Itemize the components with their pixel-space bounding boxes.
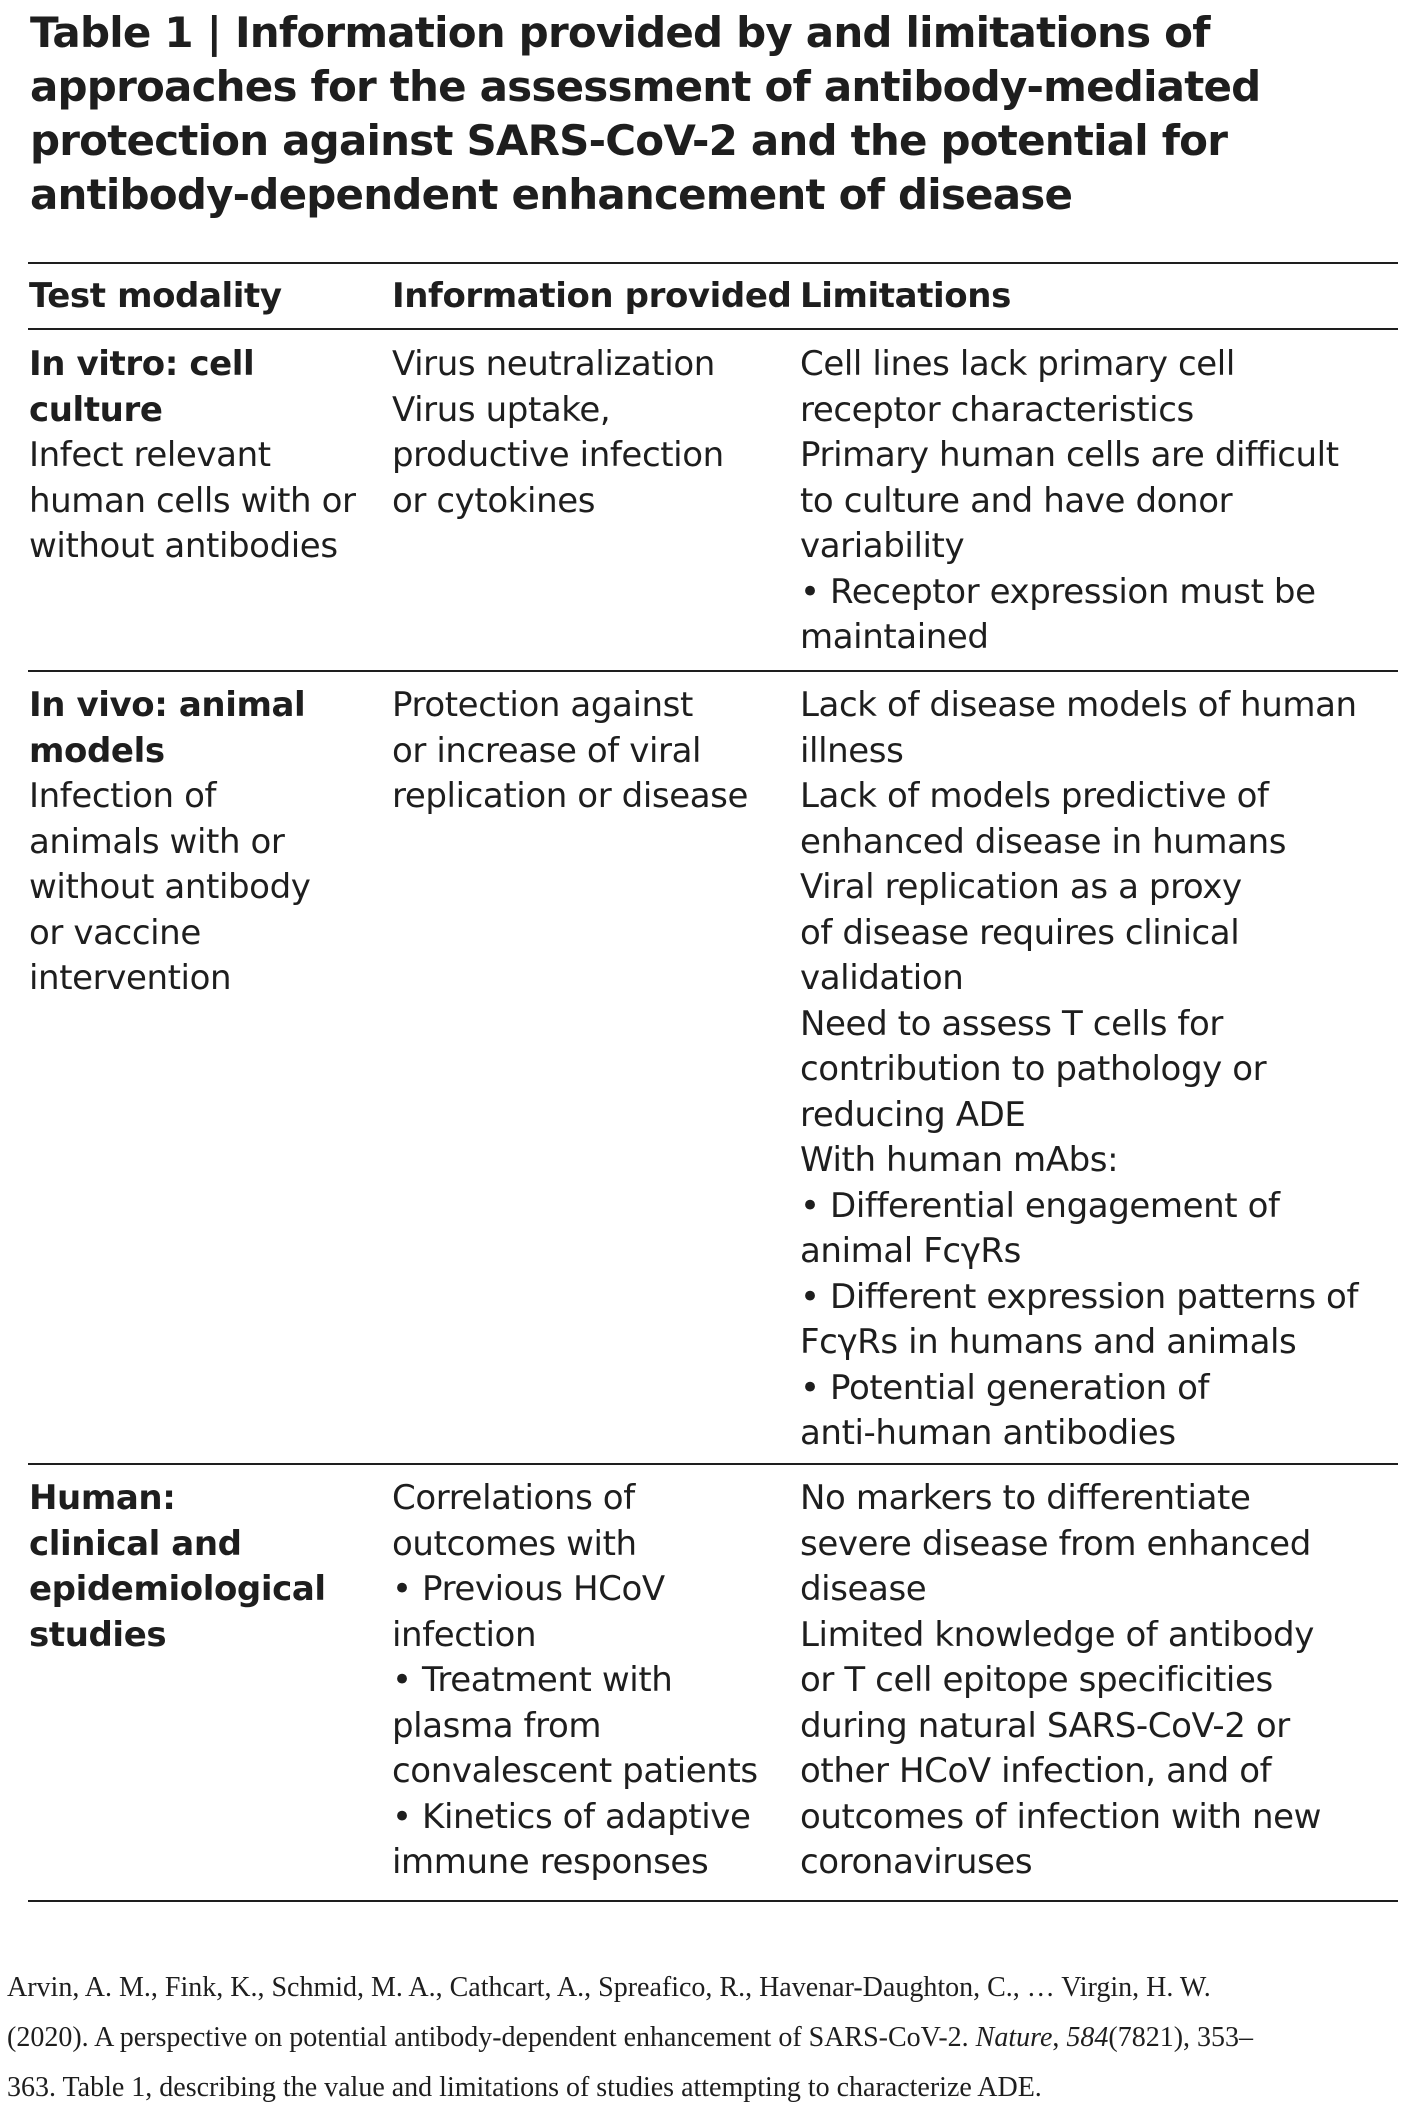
citation-text: (7821), 353– (1108, 2022, 1254, 2053)
info-text: Virus neutralization (392, 344, 715, 384)
limitation-text: severe disease from enhanced (800, 1523, 1311, 1564)
modality-text: Infection of (29, 776, 217, 816)
limitation-text: • Receptor expression must be (800, 571, 1316, 612)
info-text: Correlations of (392, 1478, 635, 1518)
citation-text: , (1052, 2022, 1067, 2053)
limitation-text: With human mAbs: (800, 1140, 1119, 1180)
modality-heading: In vivo: animal (29, 685, 306, 725)
row-in-vitro-limitations (800, 342, 1400, 661)
modality-heading: clinical and (29, 1523, 242, 1564)
citation-volume: 584 (1066, 2022, 1109, 2053)
modality-heading: Human: (29, 1478, 176, 1518)
limitation-text: validation (800, 958, 964, 998)
info-text: • Treatment with (392, 1660, 673, 1700)
limitation-text: illness (800, 730, 904, 771)
info-text: • Kinetics of adaptive (392, 1796, 751, 1837)
limitation-text: other HCoV infection, and of (800, 1751, 1272, 1791)
limitation-text: Lack of disease models of human (800, 685, 1357, 725)
limitation-text: animal FcγRs (800, 1231, 1021, 1271)
title-line: protection against SARS-CoV-2 and the potential for (30, 116, 1228, 165)
citation-journal: Nature (975, 2022, 1053, 2053)
info-text: or increase of viral (392, 730, 702, 771)
modality-text: without antibodies (29, 526, 338, 566)
limitation-text: Primary human cells are difficult (800, 435, 1339, 475)
limitation-text: maintained (800, 617, 989, 657)
info-text: immune responses (392, 1842, 709, 1882)
row-human-modality (29, 1476, 379, 1658)
info-text: or cytokines (392, 480, 596, 521)
row-human-info (392, 1476, 792, 1886)
row-in-vivo-info (392, 683, 792, 820)
modality-heading: models (29, 730, 165, 771)
limitation-text: or T cell epitope specificities (800, 1660, 1273, 1700)
limitation-text: enhanced disease in humans (800, 821, 1287, 862)
limitation-text: Need to assess T cells for (800, 1003, 1223, 1044)
modality-heading: studies (29, 1614, 167, 1655)
modality-text: or vaccine (29, 912, 201, 953)
info-text: productive infection (392, 435, 724, 475)
row-in-vivo-limitations (800, 683, 1400, 1457)
modality-heading: In vitro: cell (29, 344, 255, 384)
table-title (30, 6, 1390, 222)
info-text: convalescent patients (392, 1751, 758, 1791)
title-line: antibody-dependent enhancement of disease (30, 170, 1073, 219)
row-human-limitations (800, 1476, 1400, 1886)
modality-text: human cells with or (29, 480, 356, 521)
title-line: Table 1 | Information provided by and limitations of (30, 8, 1210, 57)
limitation-text: reducing ADE (800, 1094, 1026, 1135)
info-text: infection (392, 1614, 537, 1655)
table-top-rule (28, 262, 1398, 264)
modality-text: without antibody (29, 867, 311, 907)
limitation-text: disease (800, 1569, 927, 1609)
info-text: Protection against (392, 685, 693, 725)
row-in-vitro-info (392, 342, 792, 524)
citation (7, 1963, 1407, 2113)
limitation-text: coronaviruses (800, 1842, 1033, 1882)
row-divider (28, 670, 1398, 672)
table-bottom-rule (28, 1900, 1398, 1902)
limitation-text: Lack of models predictive of (800, 776, 1269, 816)
header-rule (28, 328, 1398, 330)
limitation-text: Cell lines lack primary cell (800, 344, 1235, 384)
limitation-text: outcomes of infection with new (800, 1796, 1322, 1837)
citation-line: Arvin, A. M., Fink, K., Schmid, M. A., Cathcart, A., Spreafico, R., Havenar-Daughton, C., … Virgin, H. W. (7, 1972, 1211, 2003)
citation-line: 363. Table 1, describing the value and limitations of studies attempting to characterize ADE. (7, 2072, 1042, 2103)
modality-text: intervention (29, 958, 232, 998)
info-text: replication or disease (392, 776, 749, 816)
limitation-text: FcγRs in humans and animals (800, 1322, 1297, 1362)
header-information-provided: Information provided (392, 276, 792, 316)
modality-heading: culture (29, 389, 163, 430)
header-test-modality: Test modality (29, 276, 282, 316)
modality-text: animals with or (29, 821, 285, 862)
info-text: outcomes with (392, 1523, 637, 1564)
info-text: Virus uptake, (392, 389, 611, 430)
modality-heading: epidemiological (29, 1569, 326, 1609)
limitation-text: Limited knowledge of antibody (800, 1614, 1314, 1655)
row-divider (28, 1463, 1398, 1465)
limitation-text: anti-human antibodies (800, 1413, 1176, 1453)
limitation-text: • Different expression patterns of (800, 1276, 1359, 1317)
limitation-text: • Differential engagement of (800, 1185, 1280, 1226)
modality-text: Infect relevant (29, 435, 271, 475)
row-in-vivo-modality (29, 683, 379, 1002)
info-text: • Previous HCoV (392, 1569, 665, 1609)
limitation-text: variability (800, 526, 965, 566)
title-line: approaches for the assessment of antibody-mediated (30, 62, 1261, 111)
limitation-text: • Potential generation of (800, 1367, 1210, 1408)
limitation-text: receptor characteristics (800, 389, 1194, 430)
citation-text: (2020). A perspective on potential antibody-dependent enhancement of SARS-CoV-2. (7, 2022, 976, 2053)
limitation-text: contribution to pathology or (800, 1049, 1267, 1089)
header-limitations: Limitations (800, 276, 1011, 316)
citation-line (7, 2013, 1407, 2063)
info-text: plasma from (392, 1705, 602, 1746)
limitation-text: during natural SARS-CoV-2 or (800, 1705, 1290, 1746)
limitation-text: Viral replication as a proxy (800, 867, 1242, 907)
limitation-text: No markers to differentiate (800, 1478, 1251, 1518)
limitation-text: of disease requires clinical (800, 912, 1240, 953)
limitation-text: to culture and have donor (800, 480, 1233, 521)
row-in-vitro-modality (29, 342, 379, 570)
